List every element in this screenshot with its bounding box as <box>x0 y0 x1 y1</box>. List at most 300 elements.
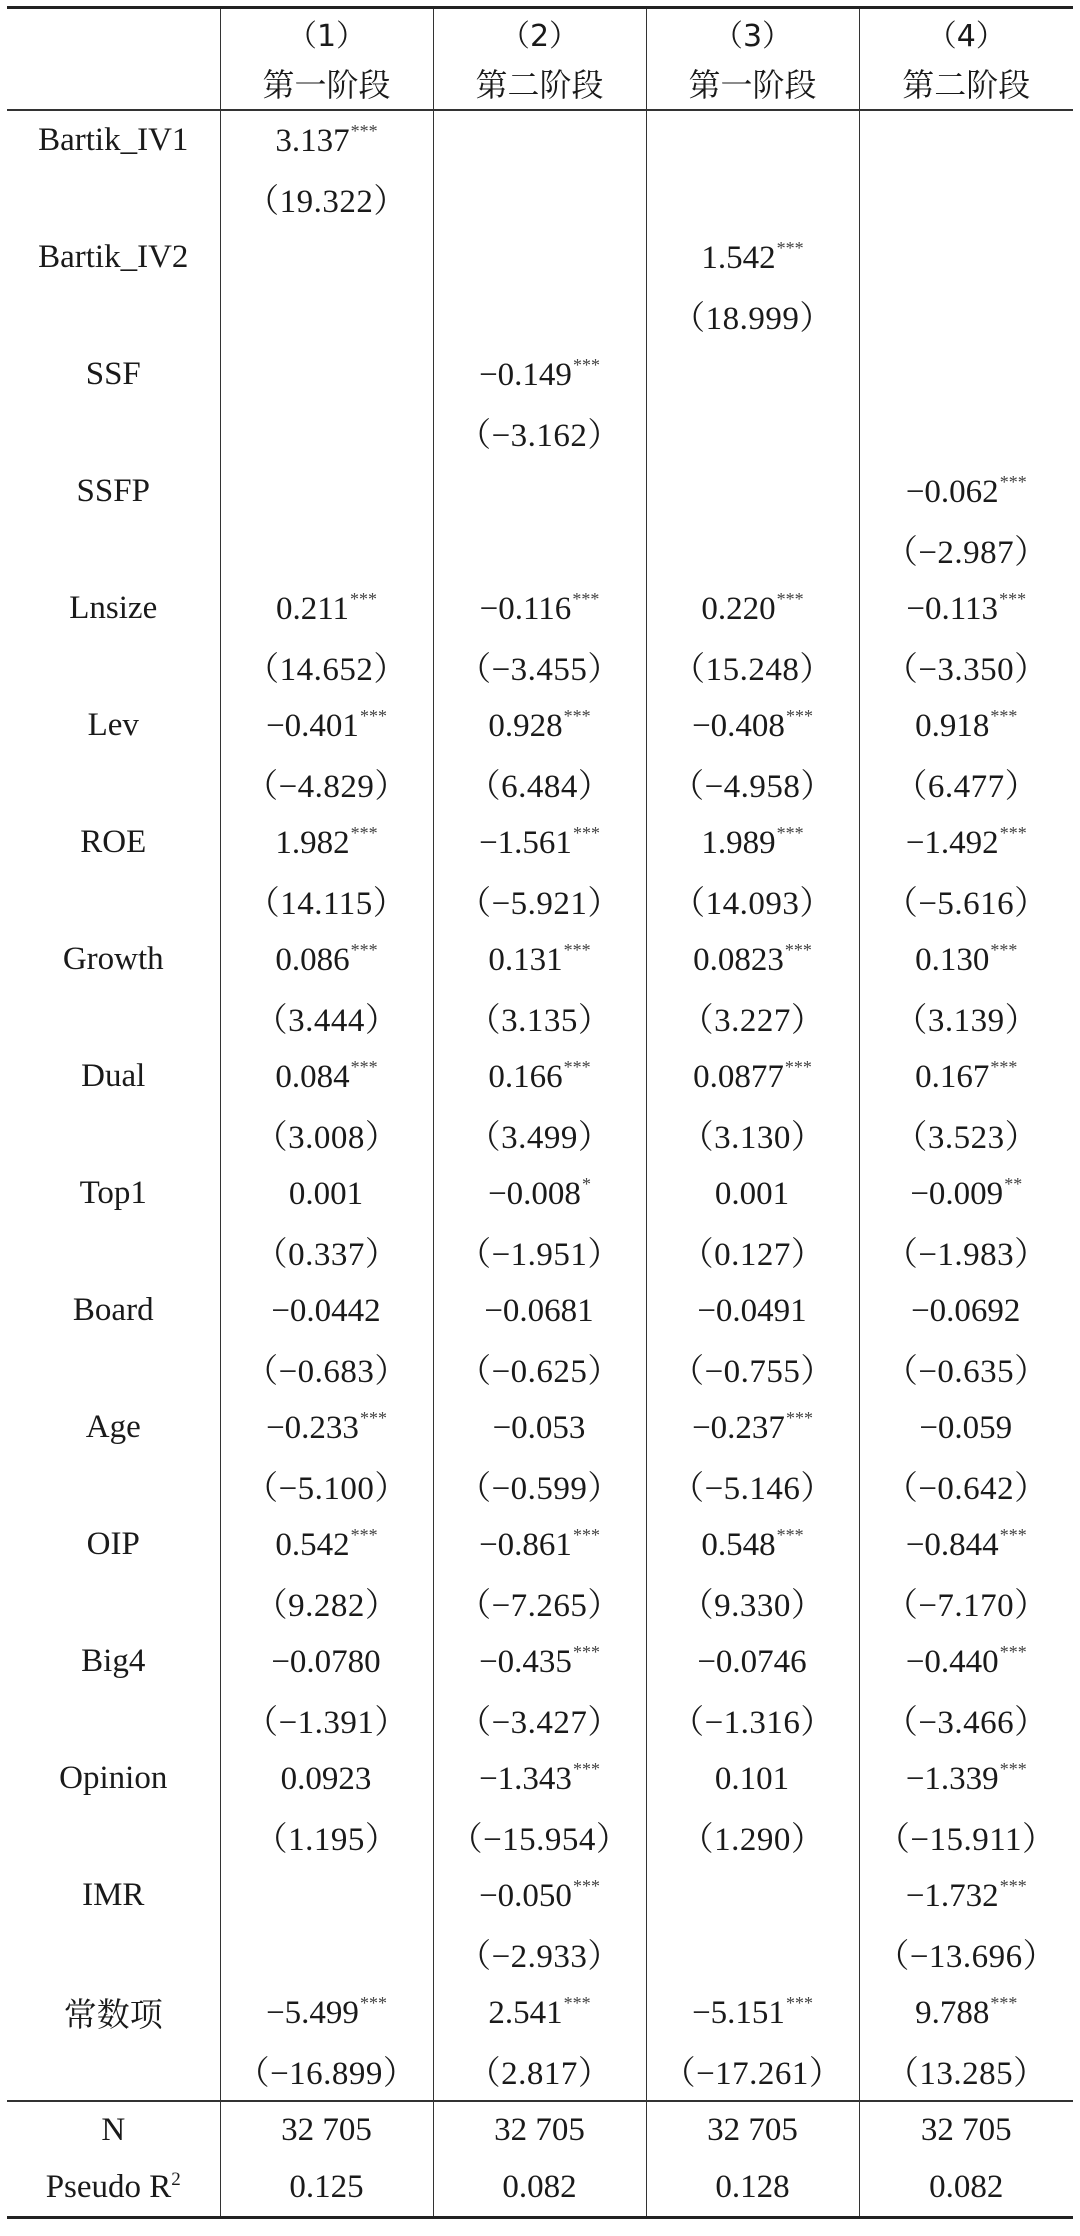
empty-label-cell <box>7 872 220 931</box>
t-statistic-cell: （15.248） <box>646 638 859 697</box>
t-statistic-cell <box>859 170 1073 229</box>
t-statistic-cell <box>646 1925 859 1984</box>
coefficient-value: 0.0823 <box>693 941 784 978</box>
coefficient-value: 0.131 <box>488 941 563 978</box>
coefficient-cell <box>646 1983 859 2042</box>
variable-name: Opinion <box>59 1759 168 1796</box>
coefficient-cell <box>433 228 646 287</box>
t-statistic-row <box>7 1574 1073 1633</box>
coefficient-row <box>7 228 1073 287</box>
summary-row <box>7 2159 1073 2218</box>
coefficient-row <box>7 1164 1073 1223</box>
variable-name: Dual <box>81 1057 146 1094</box>
coefficient-row <box>7 1749 1073 1808</box>
significance-stars: *** <box>572 588 600 609</box>
coefficient-cell <box>433 110 646 170</box>
variable-name: Big4 <box>81 1642 146 1679</box>
variable-name: Bartik_IV2 <box>38 238 189 275</box>
coefficient-row <box>7 462 1073 521</box>
coefficient-value: −1.492 <box>905 824 999 861</box>
t-statistic-cell: （3.139） <box>859 989 1073 1048</box>
t-statistic-cell <box>220 1925 433 1984</box>
coefficient-cell <box>646 1632 859 1691</box>
coefficient-value: −0.0442 <box>271 1292 381 1329</box>
t-statistic-cell: （14.115） <box>220 872 433 931</box>
t-statistic-row <box>7 521 1073 580</box>
t-statistic-cell: （1.195） <box>220 1808 433 1867</box>
coefficient-value: −0.053 <box>492 1409 586 1446</box>
coefficient-cell <box>646 579 859 638</box>
coefficient-cell <box>433 1164 646 1223</box>
coefficient-value: −0.440 <box>905 1643 999 1680</box>
t-statistic-cell: （0.337） <box>220 1223 433 1282</box>
t-statistic-row <box>7 638 1073 697</box>
t-statistic-cell: （−7.170） <box>859 1574 1073 1633</box>
coefficient-row <box>7 813 1073 872</box>
coefficient-cell <box>859 462 1073 521</box>
coefficient-cell <box>433 1281 646 1340</box>
t-statistic-cell: （2.817） <box>433 2042 646 2102</box>
significance-stars: *** <box>350 1524 378 1545</box>
summary-value: 32 705 <box>433 2101 646 2159</box>
coefficient-value: −0.050 <box>479 1877 572 1914</box>
variable-name: ROE <box>80 823 147 860</box>
column-stage: 第二阶段 <box>433 57 646 110</box>
empty-label-cell <box>7 287 220 346</box>
header-corner <box>7 57 220 110</box>
significance-stars: *** <box>776 237 804 258</box>
t-statistic-cell: （−0.683） <box>220 1340 433 1399</box>
significance-stars: *** <box>350 120 378 141</box>
summary-value: 0.125 <box>220 2159 433 2218</box>
coefficient-cell <box>646 110 859 170</box>
significance-stars: *** <box>990 1056 1018 1077</box>
coefficient-value: 9.788 <box>915 1994 990 2031</box>
significance-stars: *** <box>563 705 591 726</box>
coefficient-value: −0.0681 <box>484 1292 594 1329</box>
summary-value: 32 705 <box>646 2101 859 2159</box>
t-statistic-cell: （3.523） <box>859 1106 1073 1165</box>
empty-label-cell <box>7 404 220 463</box>
significance-stars: * <box>581 1173 591 1194</box>
significance-stars: *** <box>999 471 1027 492</box>
significance-stars: *** <box>563 939 591 960</box>
coefficient-value: −5.499 <box>266 1994 359 2031</box>
significance-stars: *** <box>350 822 378 843</box>
significance-stars: *** <box>359 705 387 726</box>
empty-label-cell <box>7 1925 220 1984</box>
significance-stars: *** <box>990 705 1018 726</box>
coefficient-value: −0.401 <box>266 707 359 744</box>
coefficient-value: 0.0923 <box>280 1760 372 1797</box>
coefficient-value: −5.151 <box>692 1994 785 2031</box>
t-statistic-cell: （−15.911） <box>859 1808 1073 1867</box>
summary-label-text: N <box>101 2112 126 2148</box>
t-statistic-cell: （3.444） <box>220 989 433 1048</box>
t-statistic-cell: （3.130） <box>646 1106 859 1165</box>
t-statistic-row <box>7 755 1073 814</box>
t-statistic-cell <box>220 404 433 463</box>
t-statistic-cell: （−3.162） <box>433 404 646 463</box>
coefficient-cell <box>220 1515 433 1574</box>
coefficient-cell <box>859 1983 1073 2042</box>
summary-label-text: Pseudo R <box>45 2169 172 2205</box>
t-statistic-cell: （−1.983） <box>859 1223 1073 1282</box>
coefficient-cell <box>859 345 1073 404</box>
coefficient-value: −0.149 <box>479 356 572 393</box>
coefficient-value: 3.137 <box>275 122 350 159</box>
t-statistic-cell: （−5.100） <box>220 1457 433 1516</box>
significance-stars: *** <box>359 1992 387 2013</box>
coefficient-cell <box>859 1515 1073 1574</box>
coefficient-cell <box>646 1515 859 1574</box>
coefficient-cell <box>859 696 1073 755</box>
regression-table <box>7 6 1073 2219</box>
t-statistic-cell: （−16.899） <box>220 2042 433 2102</box>
coefficient-cell <box>220 930 433 989</box>
coefficient-cell <box>433 579 646 638</box>
coefficient-cell <box>646 228 859 287</box>
coefficient-value: −0.0491 <box>697 1292 807 1329</box>
coefficient-cell <box>859 1632 1073 1691</box>
t-statistic-cell: （13.285） <box>859 2042 1073 2102</box>
t-statistic-cell: （6.484） <box>433 755 646 814</box>
variable-name: SSF <box>85 355 141 392</box>
coefficient-row <box>7 110 1073 170</box>
empty-label-cell <box>7 1457 220 1516</box>
t-statistic-cell: （19.322） <box>220 170 433 229</box>
t-statistic-cell <box>646 404 859 463</box>
coefficient-value: 0.0877 <box>693 1058 784 1095</box>
t-statistic-row <box>7 1457 1073 1516</box>
coefficient-value: −0.861 <box>479 1526 572 1563</box>
summary-label <box>7 2101 220 2159</box>
summary-value: 32 705 <box>859 2101 1073 2159</box>
coefficient-value: −0.844 <box>905 1526 999 1563</box>
t-statistic-cell: （−3.466） <box>859 1691 1073 1750</box>
coefficient-cell <box>220 1749 433 1808</box>
coefficient-value: 0.211 <box>275 590 350 627</box>
t-statistic-cell: （−3.455） <box>433 638 646 697</box>
coefficient-row <box>7 1515 1073 1574</box>
coefficient-cell <box>433 1632 646 1691</box>
significance-stars: *** <box>776 588 804 609</box>
coefficient-value: −0.009 <box>910 1175 1004 1212</box>
variable-name: Bartik_IV1 <box>38 121 189 158</box>
coefficient-value: 0.918 <box>915 707 990 744</box>
coefficient-value: 1.982 <box>275 824 350 861</box>
column-stage: 第一阶段 <box>646 57 859 110</box>
summary-label <box>7 2159 220 2218</box>
empty-label-cell <box>7 1574 220 1633</box>
t-statistic-cell: （1.290） <box>646 1808 859 1867</box>
t-statistic-row <box>7 2042 1073 2102</box>
summary-value: 0.082 <box>433 2159 646 2218</box>
coefficient-value: 1.542 <box>701 239 776 276</box>
coefficient-value: 0.130 <box>915 941 990 978</box>
coefficient-cell <box>859 1164 1073 1223</box>
t-statistic-cell: （3.135） <box>433 989 646 1048</box>
t-statistic-row <box>7 1106 1073 1165</box>
significance-stars: *** <box>999 1875 1027 1896</box>
column-number: （2） <box>433 8 646 58</box>
coefficient-cell <box>859 1281 1073 1340</box>
significance-stars: *** <box>990 939 1018 960</box>
header-corner <box>7 8 220 58</box>
coefficient-row <box>7 1047 1073 1106</box>
coefficient-cell <box>433 345 646 404</box>
coefficient-value: −0.116 <box>479 590 572 627</box>
variable-name: Lev <box>87 706 139 743</box>
coefficient-cell <box>433 930 646 989</box>
coefficient-cell <box>433 1047 646 1106</box>
significance-stars: *** <box>776 1524 804 1545</box>
coefficient-value: −0.059 <box>919 1409 1013 1446</box>
summary-row <box>7 2101 1073 2159</box>
coefficient-value: 0.001 <box>714 1175 790 1212</box>
variable-name: Board <box>72 1291 154 1328</box>
t-statistic-row <box>7 989 1073 1048</box>
coefficient-cell <box>646 930 859 989</box>
t-statistic-cell: （−1.951） <box>433 1223 646 1282</box>
t-statistic-cell: （−15.954） <box>433 1808 646 1867</box>
t-statistic-cell: （3.227） <box>646 989 859 1048</box>
t-statistic-cell: （−0.642） <box>859 1457 1073 1516</box>
column-number-row <box>7 8 1073 58</box>
table-footer <box>7 2101 1073 2218</box>
t-statistic-cell: （14.093） <box>646 872 859 931</box>
coefficient-value: 0.220 <box>701 590 776 627</box>
coefficient-cell <box>646 696 859 755</box>
empty-label-cell <box>7 1808 220 1867</box>
t-statistic-cell: （−0.755） <box>646 1340 859 1399</box>
t-statistic-cell: （−17.261） <box>646 2042 859 2102</box>
t-statistic-cell: （−13.696） <box>859 1925 1073 1984</box>
t-statistic-cell: （−0.599） <box>433 1457 646 1516</box>
coefficient-cell <box>859 930 1073 989</box>
coefficient-row <box>7 1866 1073 1925</box>
empty-label-cell <box>7 170 220 229</box>
significance-stars: *** <box>999 1524 1027 1545</box>
t-statistic-row <box>7 404 1073 463</box>
coefficient-row <box>7 1632 1073 1691</box>
significance-stars: *** <box>572 1875 600 1896</box>
t-statistic-cell: （−0.635） <box>859 1340 1073 1399</box>
coefficient-cell <box>220 1164 433 1223</box>
coefficient-cell <box>646 462 859 521</box>
t-statistic-cell: （−7.265） <box>433 1574 646 1633</box>
significance-stars: *** <box>350 588 378 609</box>
t-statistic-cell: （18.999） <box>646 287 859 346</box>
coefficient-value: 0.001 <box>288 1175 364 1212</box>
coefficient-value: −1.732 <box>905 1877 999 1914</box>
coefficient-value: −0.435 <box>479 1643 572 1680</box>
t-statistic-cell: （−3.427） <box>433 1691 646 1750</box>
coefficient-value: −0.113 <box>906 590 999 627</box>
coefficient-value: −0.237 <box>692 1409 785 1446</box>
significance-stars: *** <box>350 1056 378 1077</box>
column-stage: 第一阶段 <box>220 57 433 110</box>
coefficient-row <box>7 1398 1073 1457</box>
significance-stars: *** <box>563 1992 591 2013</box>
significance-stars: *** <box>999 1641 1027 1662</box>
significance-stars: *** <box>359 1407 387 1428</box>
variable-name: Growth <box>62 940 164 977</box>
coefficient-cell <box>433 1398 646 1457</box>
t-statistic-cell: （0.127） <box>646 1223 859 1282</box>
empty-label-cell <box>7 2042 220 2102</box>
coefficient-cell <box>433 1866 646 1925</box>
significance-stars: ** <box>1004 1173 1023 1194</box>
coefficient-cell <box>859 110 1073 170</box>
t-statistic-cell <box>859 404 1073 463</box>
t-statistic-cell: （−3.350） <box>859 638 1073 697</box>
coefficient-cell <box>646 1398 859 1457</box>
variable-name: Top1 <box>79 1174 147 1211</box>
significance-stars: *** <box>785 1992 813 2013</box>
t-statistic-cell: （−2.933） <box>433 1925 646 1984</box>
coefficient-cell <box>646 1164 859 1223</box>
coefficient-cell <box>220 1398 433 1457</box>
coefficient-cell <box>646 813 859 872</box>
significance-stars: *** <box>999 1758 1027 1779</box>
column-number: （3） <box>646 8 859 58</box>
coefficient-cell <box>220 345 433 404</box>
coefficient-cell <box>433 696 646 755</box>
coefficient-cell <box>859 1749 1073 1808</box>
t-statistic-cell: （−5.146） <box>646 1457 859 1516</box>
t-statistic-cell: （−4.958） <box>646 755 859 814</box>
variable-name: SSFP <box>76 472 150 509</box>
coefficient-cell <box>433 813 646 872</box>
coefficient-cell <box>220 1983 433 2042</box>
t-statistic-row <box>7 170 1073 229</box>
coefficient-cell <box>220 813 433 872</box>
t-statistic-row <box>7 287 1073 346</box>
coefficient-cell <box>220 228 433 287</box>
coefficient-value: −0.062 <box>905 473 999 510</box>
t-statistic-cell: （3.008） <box>220 1106 433 1165</box>
t-statistic-cell: （9.282） <box>220 1574 433 1633</box>
t-statistic-row <box>7 1691 1073 1750</box>
t-statistic-row <box>7 1808 1073 1867</box>
empty-label-cell <box>7 989 220 1048</box>
coefficient-cell <box>220 1047 433 1106</box>
coefficient-value: −0.008 <box>488 1175 581 1212</box>
coefficient-row <box>7 1281 1073 1340</box>
t-statistic-cell <box>433 170 646 229</box>
coefficient-value: 0.084 <box>275 1058 350 1095</box>
coefficient-cell <box>220 462 433 521</box>
significance-stars: *** <box>784 939 812 960</box>
t-statistic-cell: （14.652） <box>220 638 433 697</box>
coefficient-cell <box>859 813 1073 872</box>
coefficient-value: 0.101 <box>714 1760 790 1797</box>
column-number: （1） <box>220 8 433 58</box>
coefficient-cell <box>646 1749 859 1808</box>
coefficient-value: 2.541 <box>488 1994 563 2031</box>
coefficient-cell <box>859 579 1073 638</box>
coefficient-cell <box>646 1866 859 1925</box>
significance-stars: *** <box>572 1524 600 1545</box>
significance-stars: *** <box>999 822 1027 843</box>
coefficient-value: −1.343 <box>479 1760 572 1797</box>
coefficient-value: −0.408 <box>692 707 785 744</box>
t-statistic-cell: （−1.316） <box>646 1691 859 1750</box>
coefficient-row <box>7 345 1073 404</box>
coefficient-value: 0.548 <box>701 1526 776 1563</box>
t-statistic-cell: （9.330） <box>646 1574 859 1633</box>
t-statistic-cell: （3.499） <box>433 1106 646 1165</box>
coefficient-cell <box>859 1047 1073 1106</box>
coefficient-value: 0.928 <box>488 707 563 744</box>
significance-stars: *** <box>572 1641 600 1662</box>
t-statistic-cell <box>646 521 859 580</box>
coefficient-row <box>7 1983 1073 2042</box>
t-statistic-cell: （6.477） <box>859 755 1073 814</box>
t-statistic-cell: （−2.987） <box>859 521 1073 580</box>
coefficient-value: 0.166 <box>488 1058 563 1095</box>
t-statistic-cell: （−1.391） <box>220 1691 433 1750</box>
significance-stars: *** <box>563 1056 591 1077</box>
summary-value: 0.128 <box>646 2159 859 2218</box>
significance-stars: *** <box>785 705 813 726</box>
column-stage: 第二阶段 <box>859 57 1073 110</box>
t-statistic-cell <box>859 287 1073 346</box>
coefficient-cell <box>859 1866 1073 1925</box>
coefficient-row <box>7 579 1073 638</box>
summary-value: 0.082 <box>859 2159 1073 2218</box>
empty-label-cell <box>7 1340 220 1399</box>
coefficient-cell <box>220 696 433 755</box>
column-number: （4） <box>859 8 1073 58</box>
t-statistic-cell: （−5.616） <box>859 872 1073 931</box>
coefficient-value: 1.989 <box>701 824 776 861</box>
coefficient-cell <box>859 228 1073 287</box>
coefficient-cell <box>646 345 859 404</box>
coefficient-cell <box>433 1983 646 2042</box>
significance-stars: *** <box>784 1056 812 1077</box>
t-statistic-cell <box>220 521 433 580</box>
t-statistic-row <box>7 872 1073 931</box>
coefficient-row <box>7 696 1073 755</box>
significance-stars: *** <box>776 822 804 843</box>
coefficient-value: −0.0780 <box>271 1643 381 1680</box>
empty-label-cell <box>7 1106 220 1165</box>
variable-name: IMR <box>82 1876 145 1913</box>
coefficient-cell <box>220 110 433 170</box>
coefficient-cell <box>433 1749 646 1808</box>
summary-value: 32 705 <box>220 2101 433 2159</box>
empty-label-cell <box>7 521 220 580</box>
t-statistic-row <box>7 1925 1073 1984</box>
significance-stars: *** <box>572 1758 600 1779</box>
coefficient-cell <box>220 1866 433 1925</box>
coefficient-cell <box>220 1632 433 1691</box>
coefficient-value: −1.339 <box>905 1760 999 1797</box>
t-statistic-cell: （−5.921） <box>433 872 646 931</box>
coefficient-cell <box>646 1047 859 1106</box>
coefficient-value: −0.0692 <box>911 1292 1021 1329</box>
variable-name: Lnsize <box>69 589 158 626</box>
t-statistic-cell <box>433 521 646 580</box>
t-statistic-row <box>7 1340 1073 1399</box>
variable-name: Age <box>85 1408 141 1445</box>
t-statistic-cell <box>220 287 433 346</box>
t-statistic-cell: （−4.829） <box>220 755 433 814</box>
t-statistic-row <box>7 1223 1073 1282</box>
variable-name: OIP <box>86 1525 140 1562</box>
